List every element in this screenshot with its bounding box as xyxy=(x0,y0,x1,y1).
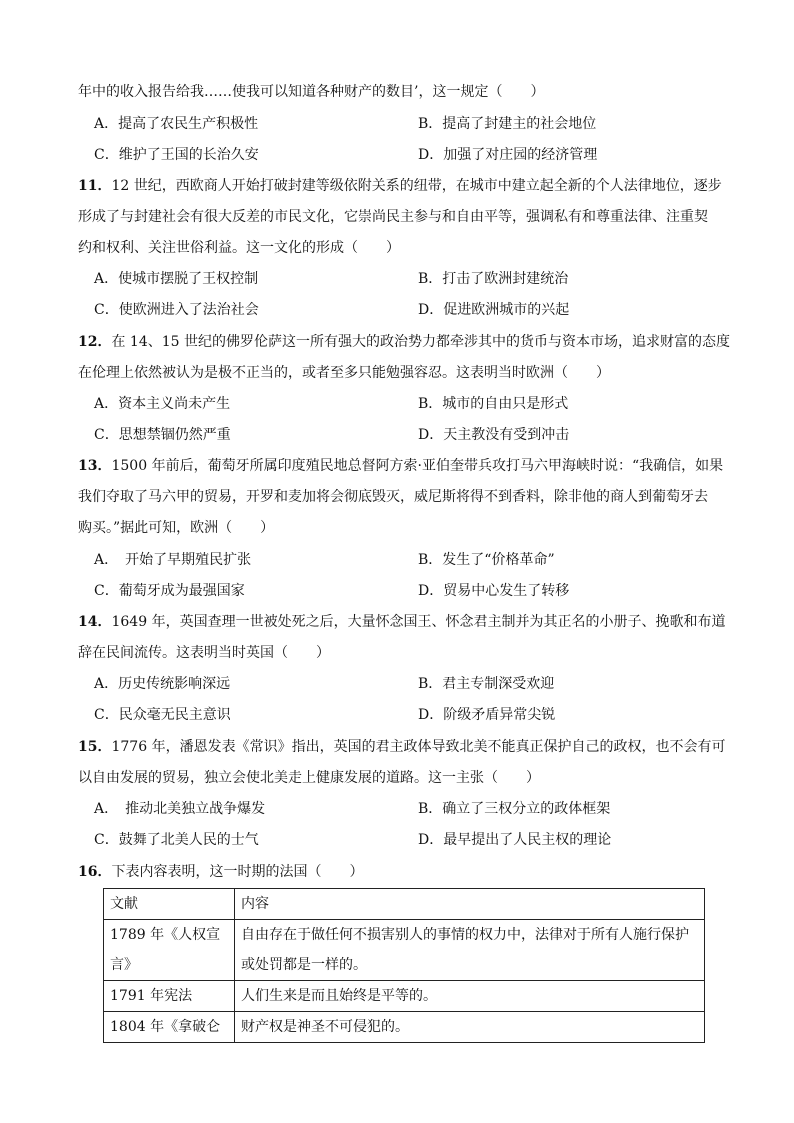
table-cell-content: 自由存在于做任何不损害别人的事情的权力中，法律对于所有人施行保护或处罚都是一样的。 xyxy=(235,920,705,981)
q13-stem-line-1: 13．1500 年前后，葡萄牙所属印度殖民地总督阿方索·亚伯奎带兵攻打马六甲海峡时说：“我确信，如果 xyxy=(78,458,724,474)
q16-number: 16． xyxy=(78,864,112,880)
q12-stem-line-2: 在伦理上依然被认为是极不正当的，或者至多只能勉强容忍。这表明当时欧洲（ ） xyxy=(78,365,610,381)
q14-option-a[interactable]: A．历史传统影响深远 xyxy=(94,676,231,692)
q12-stem-line-1: 12．在 14、15 世纪的佛罗伦萨这一所有强大的政治势力都牵涉其中的货币与资本市场，追求财富的态度 xyxy=(78,334,731,350)
q13-option-b[interactable]: B．发生了“价格革命” xyxy=(418,552,555,568)
q11-stem-line-1: 11．12 世纪，西欧商人开始打破封建等级依附关系的纽带，在城市中建立起全新的个人法律地位，逐步 xyxy=(78,178,722,194)
q14-number: 14． xyxy=(78,614,112,630)
q12-option-d[interactable]: D．天主教没有受到冲击 xyxy=(418,427,570,443)
q11-number: 11． xyxy=(78,178,112,194)
q10-stem-tail: 年中的收入报告给我……使我可以知道各种财产的数目’，这一规定（ ） xyxy=(78,84,545,100)
q15-option-d[interactable]: D．最早提出了人民主权的理论 xyxy=(418,832,612,848)
table-cell-document: 1804 年《拿破仑 xyxy=(104,1012,235,1043)
q15-stem-line-1: 15．1776 年，潘恩发表《常识》指出，英国的君主政体导致北美不能真正保护自己的政权，也不会有可 xyxy=(78,739,726,755)
q13-option-c[interactable]: C．葡萄牙成为最强国家 xyxy=(94,583,245,599)
q15-stem-line-2: 以自由发展的贸易，独立会使北美走上健康发展的道路。这一主张（ ） xyxy=(78,770,540,786)
table-cell-document: 1791 年宪法 xyxy=(104,981,235,1012)
q14-stem-line-2: 辞在民间流传。这表明当时英国（ ） xyxy=(78,645,330,661)
table-cell-content: 财产权是神圣不可侵犯的。 xyxy=(235,1012,705,1043)
q10-option-c[interactable]: C．维护了王国的长治久安 xyxy=(94,147,259,163)
q15-option-a[interactable]: A． 推动北美独立战争爆发 xyxy=(94,801,266,817)
table-row xyxy=(104,981,705,1012)
document-table xyxy=(103,888,705,1043)
q14-option-c[interactable]: C．民众毫无民主意识 xyxy=(94,707,231,723)
q12-option-b[interactable]: B．城市的自由只是形式 xyxy=(418,396,569,412)
q11-option-c[interactable]: C．使欧洲进入了法治社会 xyxy=(94,302,259,318)
q10-option-b[interactable]: B．提高了封建主的社会地位 xyxy=(418,116,597,132)
q13-stem-line-2: 我们夺取了马六甲的贸易，开罗和麦加将会彻底毁灭，威尼斯将得不到香料，除非他的商人到葡萄牙去 xyxy=(78,489,708,505)
q15-option-b[interactable]: B．确立了三权分立的政体框架 xyxy=(418,801,611,817)
q13-option-d[interactable]: D．贸易中心发生了转移 xyxy=(418,583,570,599)
q11-stem-line-2: 形成了与封建社会有很大反差的市民文化，它崇尚民主参与和自由平等，强调私有和尊重法律、注重契 xyxy=(78,209,708,225)
q16-stem-line-1: 16．下表内容表明，这一时期的法国（ ） xyxy=(78,864,364,880)
q11-option-a[interactable]: A．使城市摆脱了王权控制 xyxy=(94,271,259,287)
table-row xyxy=(104,920,705,981)
table-header-content: 内容 xyxy=(235,889,705,920)
q13-stem-line-3: 购买。”据此可知，欧洲（ ） xyxy=(78,520,275,536)
q14-option-b[interactable]: B．君主专制深受欢迎 xyxy=(418,676,555,692)
q13-number: 13． xyxy=(78,458,112,474)
q12-number: 12． xyxy=(78,334,112,350)
q10-option-a[interactable]: A．提高了农民生产积极性 xyxy=(94,116,259,132)
table-header-document: 文献 xyxy=(104,889,235,920)
table-cell-document: 1789 年《人权宣言》 xyxy=(104,920,235,981)
q12-option-c[interactable]: C．思想禁锢仍然严重 xyxy=(94,427,231,443)
q14-stem-line-1: 14．1649 年，英国查理一世被处死之后，大量怀念国王、怀念君主制并为其正名的小册子、挽歌和布道 xyxy=(78,614,726,630)
q13-option-a[interactable]: A． 开始了早期殖民扩张 xyxy=(94,552,252,568)
table-header-row xyxy=(104,889,705,920)
q11-option-b[interactable]: B．打击了欧洲封建统治 xyxy=(418,271,569,287)
q15-number: 15． xyxy=(78,739,112,755)
table-row xyxy=(104,1012,705,1043)
q10-option-d[interactable]: D．加强了对庄园的经济管理 xyxy=(418,147,598,163)
q11-stem-line-3: 约和权利、关注世俗利益。这一文化的形成（ ） xyxy=(78,240,400,256)
q12-option-a[interactable]: A．资本主义尚未产生 xyxy=(94,396,231,412)
q14-option-d[interactable]: D．阶级矛盾异常尖锐 xyxy=(418,707,556,723)
table-cell-content: 人们生来是而且始终是平等的。 xyxy=(235,981,705,1012)
q11-option-d[interactable]: D．促进欧洲城市的兴起 xyxy=(418,302,570,318)
q15-option-c[interactable]: C．鼓舞了北美人民的士气 xyxy=(94,832,259,848)
